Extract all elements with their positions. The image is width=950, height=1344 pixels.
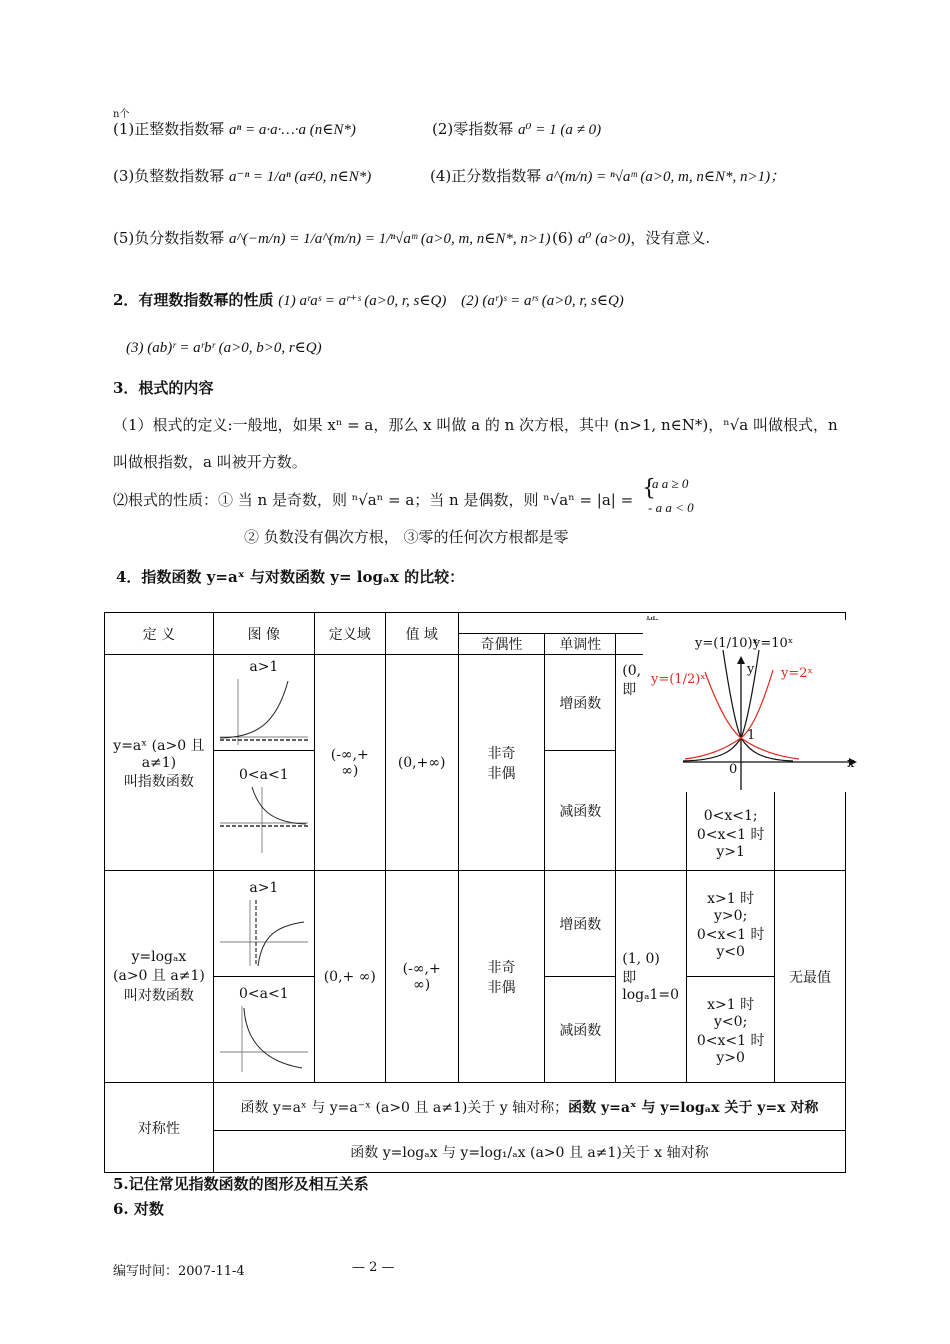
page-number: — 2 —: [352, 1260, 395, 1275]
def-zero-power-note: (6) a⁰ (a>0)，没有意义.: [552, 229, 711, 247]
exp-sign: 0<x<1; 0<x<1 时 y>1: [687, 751, 775, 871]
def-formula: aⁿ = a·a·…·a (n∈N*): [229, 122, 356, 138]
radical-property-2: ② 负数没有偶次方根， ③零的任何次方根都是零: [244, 528, 569, 546]
log-domain: (0,+ ∞): [314, 871, 385, 1083]
def-label: (4)正分数指数幂: [430, 167, 542, 185]
footer-time: 编写时间：2007-11-4: [113, 1264, 245, 1279]
case-brace: {: [642, 476, 656, 501]
header-parity: 奇偶性: [458, 634, 545, 655]
def-label: (1)正整数指数幂: [113, 120, 225, 138]
def-label: (5)负分数指数幂: [113, 229, 225, 247]
property-2: (2) (aʳ)ˢ = aʳˢ (a>0, r, s∈Q): [461, 293, 624, 309]
log-extreme: 无最值: [775, 871, 846, 1083]
exp-range: (0,+∞): [385, 655, 458, 871]
case-2: - a a < 0: [648, 500, 694, 515]
def-label: (2)零指数幂: [432, 120, 514, 138]
def-positive-fraction-exp: [430, 165, 785, 186]
def-zero-exp: [432, 118, 601, 139]
log-mono-dec: 减函数: [545, 977, 616, 1083]
property-3: (3) (ab)ʳ = aʳbʳ (a>0, b>0, r∈Q): [126, 340, 322, 356]
exponential-family-graph: [643, 620, 865, 792]
header-monotonicity: 单调性: [545, 634, 616, 655]
overbrace-label: n个: [113, 109, 130, 120]
radical-definition-2: 叫做根指数，a 叫被开方数。: [113, 453, 307, 471]
def-formula: a⁰ = 1 (a ≠ 0): [518, 122, 602, 138]
log-mono-inc: 增函数: [545, 871, 616, 977]
def-positive-integer-exp: [113, 118, 356, 139]
def-negative-integer-exp: [113, 165, 371, 186]
intercept-label: 1: [747, 728, 756, 743]
exp-mono-inc: 增函数: [545, 655, 616, 751]
log-sign-inc: x>1 时 y>0; 0<x<1 时 y<0: [687, 871, 775, 977]
def-negative-fraction-exp: [113, 227, 551, 248]
label-tenth-power: y=(1/10)ˣ: [695, 636, 759, 651]
section-5-title: 5.记住常见指数函数的图形及相互关系: [113, 1175, 369, 1193]
exp-dec-graph-svg: [216, 783, 312, 855]
label-two-power: y=2ˣ: [781, 666, 814, 681]
header-domain: 定义域: [314, 613, 385, 655]
symmetry-row-1: 函数 y=aˣ 与 y=a⁻ˣ (a>0 且 a≠1)关于 y 轴对称；函数 y=aˣ 与 y=logₐx 关于 y=x 对称: [213, 1083, 845, 1131]
exp-graph-inc: a>1: [213, 655, 314, 751]
log-dec-graph-svg: [216, 1002, 312, 1074]
exp-graph-dec: 0<a<1: [213, 751, 314, 871]
exp-fixed-point: (0, 即: [616, 655, 687, 871]
label-half-power: y=(1/2)ˣ: [651, 672, 706, 687]
header-definition: 定 义: [105, 613, 214, 655]
section-2: [113, 289, 624, 310]
log-graph-inc: a>1: [213, 871, 314, 977]
exp-domain: (-∞,+ ∞): [314, 655, 385, 871]
header-range: 值 域: [385, 613, 458, 655]
log-definition: y=logₐx (a>0 且 a≠1) 叫对数函数: [105, 871, 214, 1083]
section-3-title: 3．根式的内容: [113, 379, 214, 397]
label-ten-power: y=10ˣ: [753, 636, 794, 651]
symmetry-row-2: 函数 y=logₐx 与 y=log₁/ₐx (a>0 且 a≠1)关于 x 轴对称: [213, 1131, 845, 1173]
log-range: (-∞,+ ∞): [385, 871, 458, 1083]
def-formula: a^(m/n) = ⁿ√aᵐ (a>0, m, n∈N*, n>1)；: [546, 169, 786, 185]
origin-label: 0: [729, 762, 738, 777]
section-6-title: 6. 对数: [113, 1200, 164, 1218]
exp-inc-graph-svg: [216, 675, 312, 747]
section-title: 2．有理数指数幂的性质: [113, 291, 274, 309]
exp-parity: 非奇 非偶: [458, 655, 545, 871]
def-formula: a^(−m/n) = 1/a^(m/n) = 1/ⁿ√aᵐ (a>0, m, n∈N*, n>1): [229, 231, 551, 247]
radical-property-1: ⑵根式的性质：① 当 n 是奇数，则 ⁿ√aⁿ = a；当 n 是偶数，则 ⁿ√aⁿ = |a| =: [113, 491, 634, 509]
log-parity: 非奇 非偶: [458, 871, 545, 1083]
exp-definition: y=aˣ (a>0 且 a≠1) 叫指数函数: [105, 655, 214, 871]
radical-definition-1: （1）根式的定义:一般地，如果 xⁿ = a，那么 x 叫做 a 的 n 次方根，其中 (n>1, n∈N*)，ⁿ√a 叫做根式，n: [113, 416, 838, 434]
axis-y-label: y: [747, 662, 755, 677]
log-inc-graph-svg: [216, 896, 312, 968]
axis-x-label: x: [847, 756, 855, 771]
property-1: (1) aʳaˢ = aʳ⁺ˢ (a>0, r, s∈Q): [278, 293, 447, 309]
log-sign-dec: x>1 时 y<0; 0<x<1 时 y>0: [687, 977, 775, 1083]
section-4-title: 4．指数函数 y=aˣ 与对数函数 y= logₐx 的比较：: [116, 568, 465, 586]
symmetry-label: 对称性: [105, 1083, 214, 1173]
def-formula: a⁻ⁿ = 1/aⁿ (a≠0, n∈N*): [229, 169, 372, 185]
exp-mono-dec: 减函数: [545, 751, 616, 871]
header-graph: 图 像: [213, 613, 314, 655]
def-label: (3)负整数指数幂: [113, 167, 225, 185]
log-graph-dec: 0<a<1: [213, 977, 314, 1083]
log-fixed-point: (1, 0) 即 logₐ1=0: [616, 871, 687, 1083]
case-1: a a ≥ 0: [652, 476, 689, 491]
